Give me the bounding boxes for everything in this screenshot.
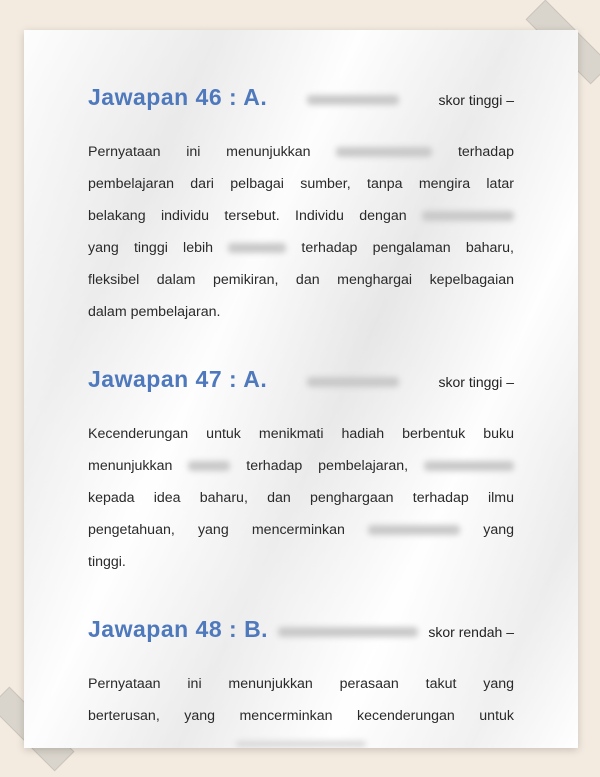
- redacted-word: [368, 525, 460, 535]
- answer-paragraph: [88, 668, 514, 732]
- answer-section-48: [88, 616, 514, 732]
- paragraph-line: fleksibel dalam pemikiran, dan menghargai kepelbagaian: [88, 272, 514, 288]
- paragraph-line: tinggi.: [88, 554, 126, 570]
- redacted-word: [228, 243, 286, 253]
- document-content: [88, 84, 514, 748]
- answer-paragraph: [88, 418, 514, 578]
- answer-paragraph: [88, 136, 514, 328]
- paragraph-line: dalam pembelajaran.: [88, 304, 221, 320]
- answer-score: skor rendah –: [428, 624, 514, 640]
- redacted-word: [307, 95, 399, 105]
- paragraph-line: Pernyataan ini menunjukkan perasaan takut yang: [88, 676, 514, 692]
- answer-score: skor tinggi –: [438, 92, 514, 108]
- answer-section-46: [88, 84, 514, 328]
- redacted-word: [236, 741, 366, 747]
- paragraph-line: yang tinggi lebih terhadap pengalaman baharu,: [88, 240, 514, 256]
- paragraph-line: berterusan, yang mencerminkan kecenderungan untuk: [88, 708, 514, 724]
- answer-heading-line: [88, 616, 514, 656]
- answer-heading-line: [88, 366, 514, 406]
- redacted-word: [424, 461, 514, 471]
- crumpled-paper: [24, 30, 578, 748]
- redacted-word: [188, 461, 230, 471]
- redacted-word: [307, 377, 399, 387]
- paragraph-line: pembelajaran dari pelbagai sumber, tanpa mengira latar: [88, 176, 514, 192]
- answer-section-47: [88, 366, 514, 578]
- paragraph-line: kepada idea baharu, dan penghargaan terhadap ilmu: [88, 490, 514, 506]
- paragraph-line: menunjukkan terhadap pembelajaran,: [88, 450, 514, 482]
- answer-heading: Jawapan 46 : A.: [88, 84, 268, 110]
- answer-heading: Jawapan 48 : B.: [88, 616, 269, 642]
- answer-heading-line: [88, 84, 514, 124]
- paragraph-line: belakang individu tersebut. Individu dengan: [88, 200, 514, 232]
- paragraph-line: Kecenderungan untuk menikmati hadiah berbentuk buku: [88, 426, 514, 442]
- redacted-word: [278, 627, 418, 637]
- blurred-footer: [24, 738, 578, 748]
- answer-score: skor tinggi –: [438, 374, 514, 390]
- paragraph-line: Pernyataan ini menunjukkan terhadap: [88, 144, 514, 160]
- redacted-word: [336, 147, 432, 157]
- redacted-word: [422, 211, 514, 221]
- answer-heading: Jawapan 47 : A.: [88, 366, 268, 392]
- paragraph-line: pengetahuan, yang mencerminkan yang: [88, 522, 514, 538]
